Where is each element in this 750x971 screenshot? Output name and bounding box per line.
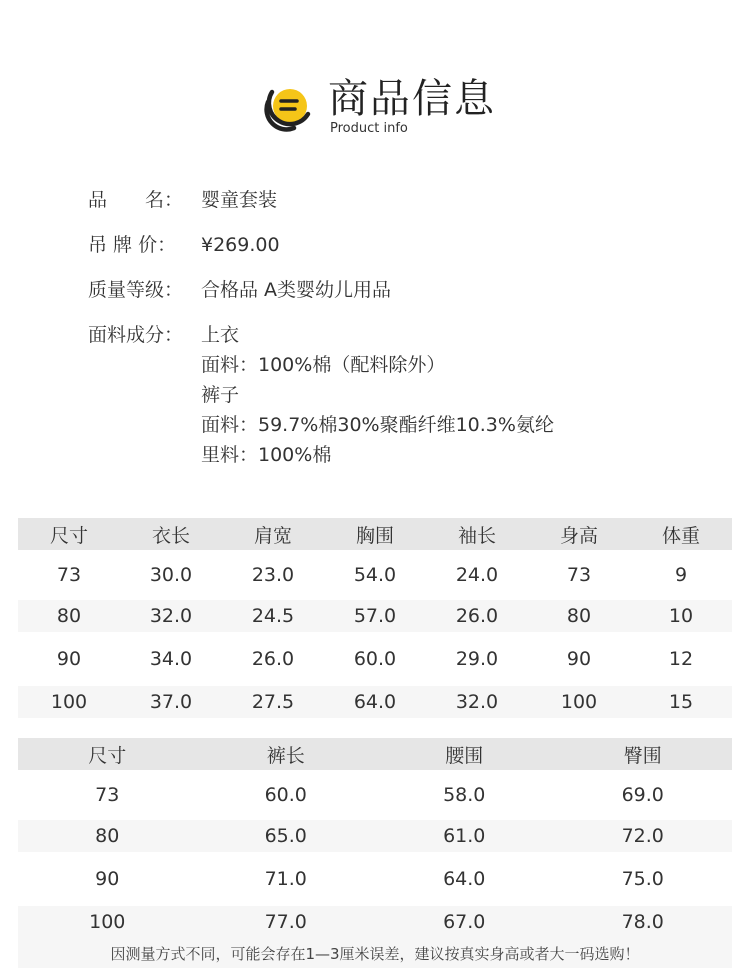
table-cell: 73	[56, 564, 82, 586]
bottom-size-table	[18, 738, 732, 968]
column-header: 裤长	[197, 738, 376, 770]
table-cell: 60.0	[353, 648, 397, 670]
column-header: 肩宽	[222, 518, 324, 550]
table-cell: 65.0	[197, 820, 376, 852]
table-cell: 58.0	[443, 784, 486, 806]
table-cell: 64.0	[324, 686, 426, 718]
table-cell: 32.0	[426, 686, 528, 718]
info-label: 面料成分：	[88, 324, 184, 346]
table-cell: 23.0	[251, 564, 295, 586]
table-cell: 90	[56, 648, 82, 670]
info-row-fabric	[88, 320, 728, 470]
table-cell: 30.0	[149, 564, 193, 586]
page-title: 商品信息	[328, 76, 496, 122]
document-lines-icon	[262, 82, 314, 134]
table-cell: 12	[668, 648, 694, 670]
table-cell: 78.0	[554, 906, 733, 938]
page-subtitle: Product info	[330, 121, 408, 136]
table-row	[18, 770, 732, 820]
table-row	[18, 632, 732, 686]
table-cell: 10	[630, 600, 732, 632]
table-cell: 32.0	[120, 600, 222, 632]
table-cell: 73	[95, 784, 120, 806]
table-cell: 60.0	[264, 784, 307, 806]
column-header: 胸围	[324, 518, 426, 550]
table-row	[18, 820, 732, 852]
table-cell: 57.0	[324, 600, 426, 632]
fabric-line: 面料：59.7%棉30%聚酯纤维10.3%氨纶	[201, 414, 554, 436]
table-cell: 80	[18, 600, 120, 632]
table-cell: 34.0	[149, 648, 193, 670]
fabric-line: 裤子	[201, 384, 240, 406]
table-cell: 77.0	[197, 906, 376, 938]
column-header: 尺寸	[18, 518, 120, 550]
table-cell: 27.5	[222, 686, 324, 718]
column-header: 臀围	[554, 738, 733, 770]
info-row-grade	[88, 275, 728, 305]
column-header: 衣长	[120, 518, 222, 550]
fabric-line: 里料：100%棉	[201, 444, 332, 466]
info-value: 婴童套装	[201, 189, 278, 211]
table-cell: 100	[18, 906, 197, 938]
table-cell: 90	[566, 648, 592, 670]
table-cell: 61.0	[375, 820, 554, 852]
fabric-composition	[201, 320, 728, 470]
section-header	[262, 74, 522, 144]
info-row-name	[88, 185, 728, 215]
table-row	[18, 906, 732, 938]
table-cell: 75.0	[621, 868, 664, 890]
top-size-table	[18, 518, 732, 718]
table-row	[18, 600, 732, 632]
info-label: 吊 牌 价：	[88, 234, 177, 256]
column-header: 身高	[528, 518, 630, 550]
table-cell: 90	[95, 868, 120, 890]
measurement-note: 因测量方式不同，可能会存在1—3厘米误差，建议按真实身高或者大一码选购！	[18, 938, 732, 968]
table-cell: 80	[528, 600, 630, 632]
info-value: 合格品 A类婴幼儿用品	[201, 279, 392, 301]
table-cell: 26.0	[251, 648, 295, 670]
product-info	[88, 185, 728, 470]
table-cell: 64.0	[443, 868, 486, 890]
table-cell: 73	[566, 564, 592, 586]
table-cell: 71.0	[264, 868, 307, 890]
column-header: 腰围	[375, 738, 554, 770]
table-row	[18, 550, 732, 600]
table-cell: 15	[630, 686, 732, 718]
column-header: 袖长	[426, 518, 528, 550]
table-cell: 29.0	[455, 648, 499, 670]
table-row	[18, 938, 732, 968]
info-label: 品 名：	[88, 189, 184, 211]
table-row	[18, 852, 732, 906]
table-cell: 72.0	[554, 820, 733, 852]
table-header-row	[18, 738, 732, 770]
column-header: 尺寸	[18, 738, 197, 770]
fabric-line: 面料：100%棉（配料除外）	[201, 354, 446, 376]
table-cell: 69.0	[621, 784, 664, 806]
table-cell: 100	[528, 686, 630, 718]
info-row-price	[88, 230, 728, 260]
table-header-row	[18, 518, 732, 550]
table-cell: 9	[674, 564, 688, 586]
fabric-line: 上衣	[201, 324, 240, 346]
info-label: 质量等级：	[88, 279, 184, 301]
table-cell: 67.0	[375, 906, 554, 938]
table-cell: 24.5	[222, 600, 324, 632]
table-cell: 54.0	[353, 564, 397, 586]
table-cell: 26.0	[426, 600, 528, 632]
table-cell: 100	[18, 686, 120, 718]
column-header: 体重	[630, 518, 732, 550]
table-cell: 37.0	[120, 686, 222, 718]
table-row	[18, 686, 732, 718]
table-cell: 24.0	[455, 564, 499, 586]
table-cell: 80	[18, 820, 197, 852]
info-value: ¥269.00	[201, 234, 280, 256]
